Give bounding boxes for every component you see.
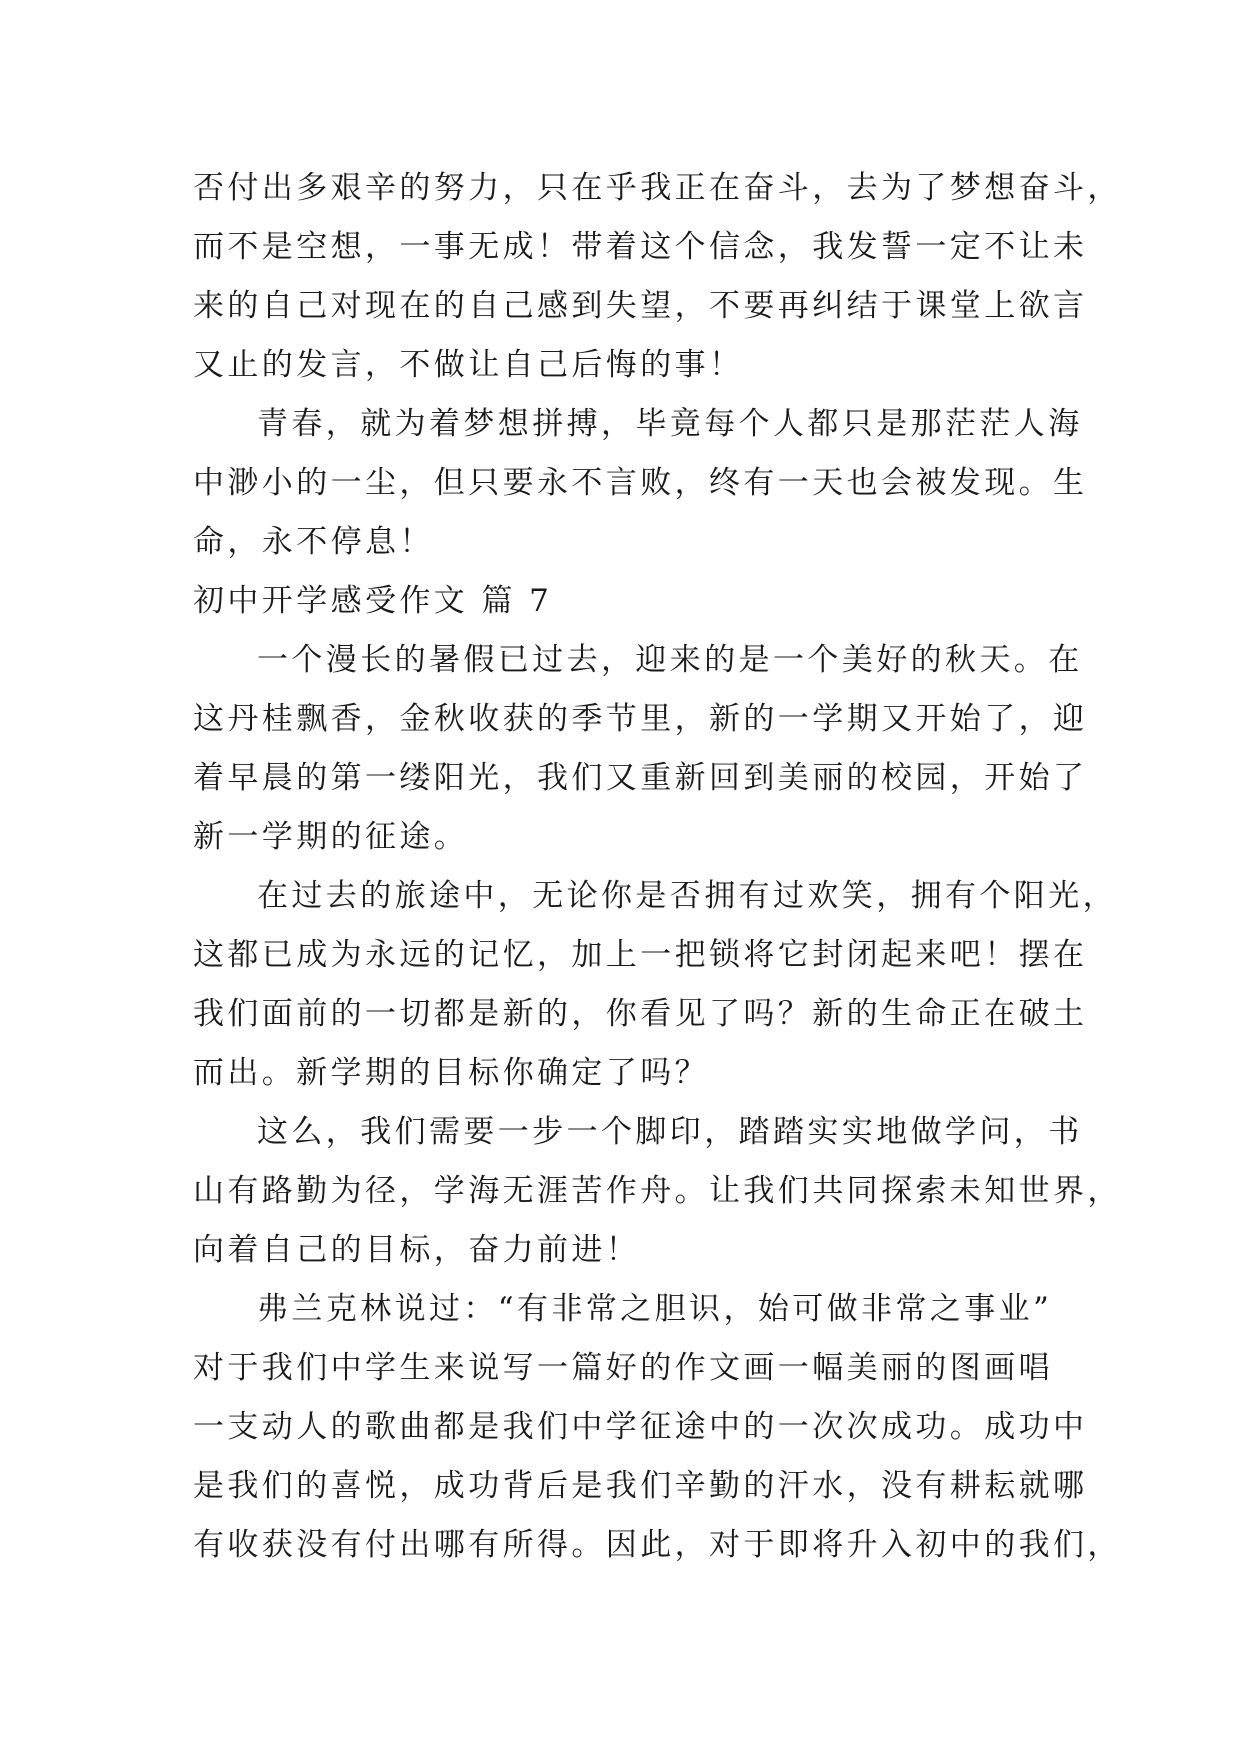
text-line: 又止的发言，不做让自己后悔的事！	[193, 347, 744, 383]
text-line: 命，永不停息！	[193, 524, 434, 560]
text-line: 新一学期的征途。	[193, 819, 469, 855]
text-line: 我们面前的一切都是新的，你看见了吗？新的生命正在破土	[193, 996, 1088, 1032]
text-line: 山有路勤为径，学海无涯苦作舟。让我们共同探索未知世界，	[193, 1173, 1122, 1209]
text-line: 否付出多艰辛的努力，只在乎我正在奋斗，去为了梦想奋斗，	[193, 170, 1122, 206]
paragraph-first-line: 在过去的旅途中，无论你是否拥有过欢笑，拥有个阳光，	[257, 878, 1117, 914]
text-line: 中渺小的一尘，但只要永不言败，终有一天也会被发现。生	[193, 465, 1088, 501]
paragraph-first-line: 青春，就为着梦想拼搏，毕竟每个人都只是那茫茫人海	[257, 406, 1083, 442]
paragraph-first-line: 一个漫长的暑假已过去，迎来的是一个美好的秋天。在	[257, 642, 1083, 678]
text-line: 来的自己对现在的自己感到失望，不要再纠结于课堂上欲言	[193, 288, 1088, 324]
text-line: 而不是空想，一事无成！带着这个信念，我发誓一定不让未	[193, 229, 1088, 265]
text-line: 而出。新学期的目标你确定了吗？	[193, 1055, 709, 1091]
text-line: 着早晨的第一缕阳光，我们又重新回到美丽的校园，开始了	[193, 760, 1088, 796]
text-line: 一支动人的歌曲都是我们中学征途中的一次次成功。成功中	[193, 1409, 1088, 1445]
paragraph-first-line: 这么，我们需要一步一个脚印，踏踏实实地做学问，书	[257, 1114, 1083, 1150]
text-line: 有收获没有付出哪有所得。因此，对于即将升入初中的我们，	[193, 1527, 1122, 1563]
text-line: 向着自己的目标，奋力前进！	[193, 1232, 641, 1268]
text-line: 这都已成为永远的记忆，加上一把锁将它封闭起来吧！摆在	[193, 937, 1088, 973]
paragraph-first-line: 弗兰克林说过：“有非常之胆识，始可做非常之事业”	[257, 1291, 1053, 1327]
section-heading: 初中开学感受作文 篇 7	[193, 583, 553, 619]
text-line: 是我们的喜悦，成功背后是我们辛勤的汗水，没有耕耘就哪	[193, 1468, 1088, 1504]
text-line: 这丹桂飘香，金秋收获的季节里，新的一学期又开始了，迎	[193, 701, 1088, 737]
text-line: 对于我们中学生来说写一篇好的作文画一幅美丽的图画唱	[193, 1350, 1053, 1386]
